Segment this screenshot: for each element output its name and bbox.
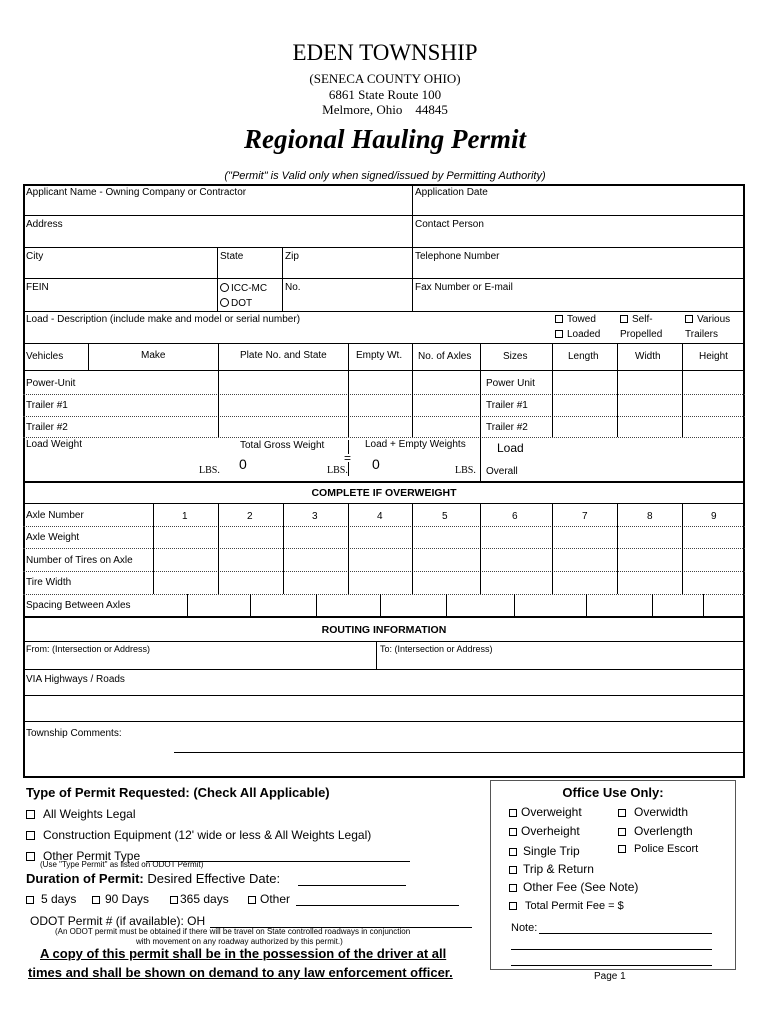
overweight-checkbox[interactable]: Overweight — [509, 806, 582, 818]
axle-number-label: Axle Number — [26, 510, 84, 521]
overheight-checkbox[interactable]: Overheight — [509, 825, 580, 837]
checkbox-icon — [26, 896, 34, 904]
col-length: Length — [568, 351, 599, 362]
lbs-label-1: LBS. — [199, 465, 220, 476]
tires-on-axle-label: Number of Tires on Axle — [26, 555, 133, 566]
other-permit-type-note: (Use "Type Permit" as listed on ODOT Permit) — [40, 860, 204, 869]
checkbox-icon — [509, 902, 517, 910]
overwidth-checkbox[interactable]: Overwidth — [618, 806, 688, 818]
various-trailers-checkbox[interactable]: Various — [685, 315, 730, 325]
total-gross-weight-value[interactable]: 0 — [239, 456, 247, 472]
lbs-label-3: LBS. — [455, 465, 476, 476]
total-fee-checkbox[interactable]: Total Permit Fee = $ — [509, 901, 624, 912]
size-power-unit: Power Unit — [486, 378, 535, 389]
axle-9: 9 — [711, 511, 717, 522]
permit-type-heading: Type of Permit Requested: (Check All Applicable) — [26, 785, 330, 800]
street-address: 6861 State Route 100 — [328, 87, 442, 102]
trailers-label: Trailers — [685, 329, 718, 340]
odot-note-1: (An ODOT permit must be obtained if there will be travel on State controlled roadways in conjunction — [55, 927, 411, 936]
fax-email-field[interactable]: Fax Number or E-mail — [415, 282, 513, 293]
axle-3: 3 — [312, 511, 318, 522]
365-days-option[interactable]: 365 days — [170, 893, 229, 905]
other-fee-checkbox[interactable]: Other Fee (See Note) — [509, 881, 638, 893]
office-use-heading: Office Use Only: — [562, 785, 664, 800]
checkbox-icon — [26, 831, 35, 840]
col-height: Height — [699, 351, 728, 362]
axle-8: 8 — [647, 511, 653, 522]
other-duration-option[interactable]: Other — [248, 893, 290, 905]
odot-permit-label: ODOT Permit # (if available): OH — [30, 914, 206, 928]
row-trailer-2: Trailer #2 — [26, 422, 68, 433]
checkbox-icon — [685, 315, 693, 323]
col-empty-weight: Empty Wt. — [356, 350, 403, 361]
axle-2: 2 — [247, 511, 253, 522]
axle-6: 6 — [512, 511, 518, 522]
checkbox-icon — [509, 866, 517, 874]
telephone-field[interactable]: Telephone Number — [415, 251, 500, 262]
via-field[interactable]: VIA Highways / Roads — [26, 674, 125, 685]
axle-weight-label: Axle Weight — [26, 532, 80, 543]
row-power-unit: Power-Unit — [26, 378, 76, 389]
note-input-line-3[interactable] — [511, 965, 712, 966]
col-axles: No. of Axles — [418, 351, 472, 362]
col-vehicles: Vehicles — [26, 351, 64, 362]
row-trailer-1: Trailer #1 — [26, 400, 68, 411]
five-days-option[interactable]: 5 days — [26, 893, 76, 905]
load-plus-empty-value[interactable]: 0 — [372, 456, 380, 472]
checkbox-icon — [248, 896, 256, 904]
effective-date-input[interactable] — [298, 885, 406, 886]
applicant-name-field[interactable]: Applicant Name - Owning Company or Contractor — [26, 187, 247, 198]
overall-label: Overall — [486, 466, 518, 477]
application-date-field[interactable]: Application Date — [415, 187, 488, 198]
load-description-field[interactable]: Load - Description (include make and model or serial number) — [26, 314, 301, 325]
police-escort-checkbox[interactable]: Police Escort — [618, 844, 698, 855]
dot-radio[interactable]: DOT — [220, 298, 252, 309]
township-comments-field[interactable]: Township Comments: — [26, 728, 122, 739]
page-number: Page 1 — [594, 971, 626, 982]
icc-mc-radio[interactable]: ICC-MC — [220, 283, 267, 294]
size-trailer-1: Trailer #1 — [486, 400, 528, 411]
checkbox-icon — [509, 828, 517, 836]
checkbox-icon — [509, 848, 517, 856]
lbs-label-2: LBS. — [327, 465, 348, 476]
city-field[interactable]: City — [26, 251, 44, 262]
odot-note-2: with movement on any roadway authorized by this permit.) — [136, 937, 343, 946]
zip-field[interactable]: Zip — [285, 251, 299, 262]
radio-icon — [220, 283, 229, 292]
contact-person-field[interactable]: Contact Person — [415, 219, 484, 230]
from-field[interactable]: From: (Intersection or Address) — [26, 644, 151, 654]
overweight-heading: COMPLETE IF OVERWEIGHT — [311, 487, 457, 499]
to-field[interactable]: To: (Intersection or Address) — [380, 644, 493, 654]
construction-equipment-option[interactable]: Construction Equipment (12' wide or less & All Weights Legal) — [26, 829, 371, 841]
city-address: Melmore, Ohio 44845 — [322, 102, 448, 117]
number-field[interactable]: No. — [285, 282, 301, 293]
duration-line: Duration of Permit: Desired Effective Date: — [26, 871, 281, 886]
axle-7: 7 — [582, 511, 588, 522]
load-plus-empty-label: Load + Empty Weights — [365, 439, 466, 450]
spacing-label: Spacing Between Axles — [26, 600, 131, 611]
col-plate: Plate No. and State — [240, 350, 327, 361]
self-propelled-checkbox[interactable]: Self- — [620, 315, 653, 325]
address-field[interactable]: Address — [26, 219, 63, 230]
county-line: (SENECA COUNTY OHIO) — [309, 71, 461, 86]
township-title: EDEN TOWNSHIP — [292, 40, 478, 65]
ninety-days-option[interactable]: 90 Days — [92, 893, 149, 905]
permit-title: Regional Hauling Permit — [243, 124, 527, 154]
checkbox-icon — [555, 315, 563, 323]
validity-note: ("Permit" is Valid only when signed/issued by Permitting Authority) — [224, 170, 546, 182]
axle-1: 1 — [182, 511, 188, 522]
fein-field[interactable]: FEIN — [26, 282, 49, 293]
other-permit-type-option[interactable]: Other Permit Type — [26, 850, 140, 862]
all-weights-legal-option[interactable]: All Weights Legal — [26, 808, 136, 820]
equals-sign: = — [344, 451, 352, 465]
checkbox-icon — [618, 845, 626, 853]
col-sizes: Sizes — [503, 351, 528, 362]
checkbox-icon — [620, 315, 628, 323]
axle-4: 4 — [377, 511, 383, 522]
checkbox-icon — [618, 809, 626, 817]
checkbox-icon — [26, 810, 35, 819]
col-make: Make — [141, 350, 166, 361]
propelled-label: Propelled — [620, 329, 663, 340]
note-input-line-2[interactable] — [511, 949, 712, 950]
routing-heading: ROUTING INFORMATION — [321, 624, 447, 636]
tire-width-label: Tire Width — [26, 577, 72, 588]
checkbox-icon — [509, 809, 517, 817]
load-size-label: Load — [497, 441, 524, 455]
checkbox-icon — [509, 884, 517, 892]
loaded-checkbox[interactable]: Loaded — [555, 330, 600, 340]
load-weight-label: Load Weight — [26, 439, 82, 450]
size-trailer-2: Trailer #2 — [486, 422, 528, 433]
copy-notice-line-2: times and shall be shown on demand to any law enforcement officer. — [28, 965, 453, 980]
towed-checkbox[interactable]: Towed — [555, 315, 596, 325]
checkbox-icon — [26, 852, 35, 861]
checkbox-icon — [92, 896, 100, 904]
col-width: Width — [635, 351, 661, 362]
trip-return-checkbox[interactable]: Trip & Return — [509, 863, 594, 875]
checkbox-icon — [618, 828, 626, 836]
total-gross-weight-label: Total Gross Weight — [240, 440, 325, 451]
radio-icon — [220, 298, 229, 307]
checkbox-icon — [170, 896, 178, 904]
checkbox-icon — [555, 330, 563, 338]
single-trip-checkbox[interactable]: Single Trip — [509, 845, 580, 857]
overlength-checkbox[interactable]: Overlength — [618, 825, 693, 837]
other-duration-input[interactable] — [296, 905, 459, 906]
note-input-line-1[interactable] — [539, 933, 712, 934]
state-field[interactable]: State — [220, 251, 244, 262]
copy-notice-line-1: A copy of this permit shall be in the possession of the driver at all — [40, 946, 447, 961]
axle-5: 5 — [442, 511, 448, 522]
note-label: Note: — [511, 922, 538, 934]
